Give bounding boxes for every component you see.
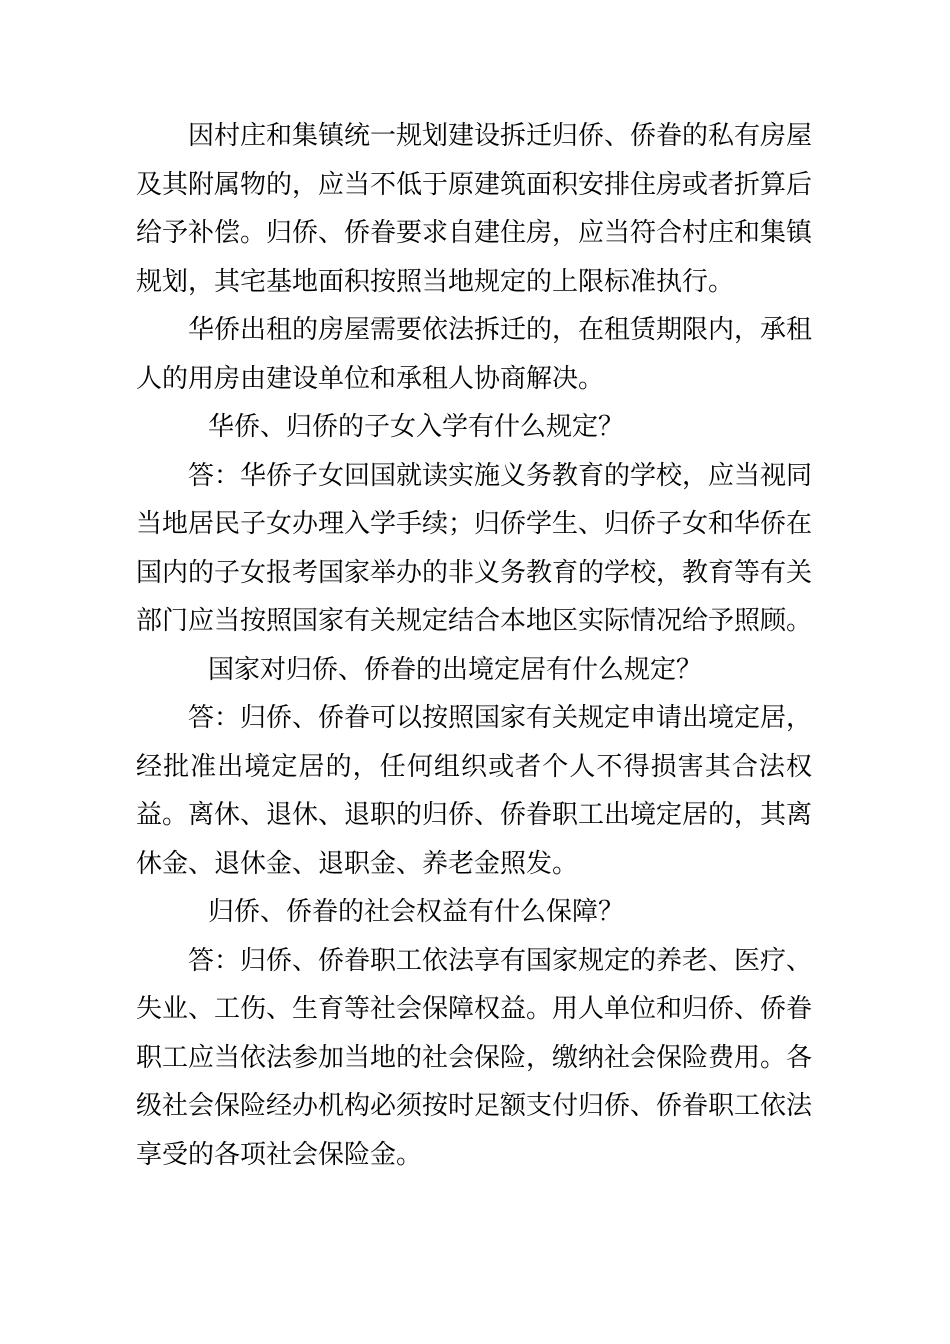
answer-social-rights: 答：归侨、侨眷职工依法享有国家规定的养老、医疗、失业、工伤、生育等社会保障权益。用人单位和归侨、侨眷职工应当依法参加当地的社会保险，缴纳社会保险费用。各级社会保险经办机构必须按时足额支付归侨、侨眷职工依法享受的各项社会保险金。 xyxy=(136,945,813,1170)
question-children-enrollment: 华侨、归侨的子女入学有什么规定？ xyxy=(208,412,625,442)
paragraph-rental-demolition: 华侨出租的房屋需要依法拆迁的，在租赁期限内，承租人的用房由建设单位和承租人协商解决。 xyxy=(136,315,813,394)
question-social-rights: 归侨、侨眷的社会权益有什么保障？ xyxy=(208,897,625,927)
question-emigration-settlement: 国家对归侨、侨眷的出境定居有什么规定？ xyxy=(208,654,703,685)
answer-emigration-settlement: 答：归侨、侨眷可以按照国家有关规定申请出境定居，经批准出境定居的，任何组织或者个人不得损害其合法权益。离休、退休、退职的归侨、侨眷职工出境定居的，其离休金、退休金、退职金、养老金照发。 xyxy=(136,703,813,879)
document-body xyxy=(136,112,812,1179)
paragraph-house-compensation: 因村庄和集镇统一规划建设拆迁归侨、侨眷的私有房屋及其附属物的，应当不低于原建筑面积安排住房或者折算后给予补偿。归侨、侨眷要求自建住房，应当符合村庄和集镇规划，其宅基地面积按照当地规定的上限标准执行。 xyxy=(136,121,813,297)
answer-children-enrollment: 答：华侨子女回国就读实施义务教育的学校，应当视同当地居民子女办理入学手续；归侨学生、归侨子女和华侨在国内的子女报考国家举办的非义务教育的学校，教育等有关部门应当按照国家有关规定结合本地区实际情况给予照顾。 xyxy=(136,460,813,636)
